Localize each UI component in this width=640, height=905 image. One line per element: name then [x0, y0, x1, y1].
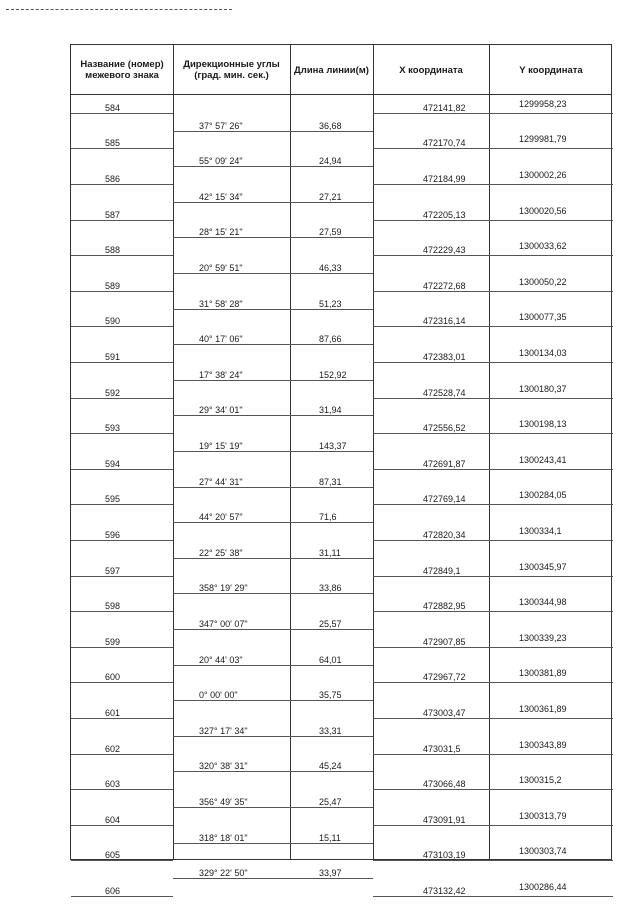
header-point-name: Название (номер) межевого знака — [80, 59, 164, 81]
row-rule — [373, 184, 613, 185]
row-rule — [173, 558, 373, 559]
point-name-cell: 596 — [105, 530, 121, 540]
y-coordinate-cell: 1299958,23 — [519, 98, 567, 109]
row-rule — [373, 896, 613, 897]
point-name-cell: 605 — [105, 850, 121, 861]
row-rule — [173, 736, 373, 737]
row-rule — [71, 647, 173, 648]
row-rule — [173, 415, 373, 416]
header-x-coordinate: X координата — [399, 64, 463, 76]
x-coordinate-cell: 473103,19 — [423, 850, 466, 861]
direction-angle-cell: 40° 17' 06" — [199, 334, 243, 345]
row-rule — [71, 398, 173, 399]
y-coordinate-cell: 1300134,03 — [519, 348, 567, 358]
row-rule — [71, 113, 173, 114]
point-name-cell: 586 — [105, 174, 121, 184]
y-coordinate-cell: 1300243,41 — [519, 454, 567, 465]
row-rule — [173, 843, 373, 844]
row-rule — [173, 771, 373, 772]
x-coordinate-cell: 472205,13 — [423, 209, 466, 220]
row-rule — [173, 487, 373, 488]
x-coordinate-cell: 472141,82 — [423, 102, 466, 113]
row-rule — [173, 700, 373, 701]
y-coordinate-cell: 1300002,26 — [519, 170, 567, 180]
line-length-cell: 15,11 — [319, 832, 341, 843]
y-coordinate-cell: 1300286,44 — [519, 882, 567, 892]
header-direction-angle: Дирекционные углы (град. мин. сек.) — [183, 59, 280, 81]
row-rule — [71, 860, 173, 861]
point-name-cell: 593 — [105, 423, 121, 434]
x-coordinate-cell: 472184,99 — [423, 174, 466, 184]
line-length-cell: 25,47 — [319, 797, 342, 807]
row-rule — [173, 522, 373, 523]
line-length-cell: 27,21 — [319, 191, 342, 202]
x-coordinate-cell: 472882,95 — [423, 601, 466, 612]
row-rule — [173, 166, 373, 167]
x-coordinate-cell: 472967,72 — [423, 672, 466, 683]
row-rule — [71, 504, 173, 505]
row-rule — [71, 896, 173, 897]
y-coordinate-cell: 1300180,37 — [519, 383, 567, 394]
x-coordinate-cell: 472170,74 — [423, 138, 466, 149]
row-rule — [373, 398, 613, 399]
direction-angle-cell: 356° 49' 35" — [199, 797, 248, 807]
y-coordinate-cell: 1300345,97 — [519, 561, 567, 572]
header-y-coordinate: Y координата — [519, 64, 583, 76]
line-length-cell: 87,66 — [319, 334, 342, 345]
x-coordinate-cell: 472229,43 — [423, 245, 466, 256]
row-rule — [71, 682, 173, 683]
y-coordinate-cell: 1300313,79 — [519, 810, 567, 821]
y-coordinate-cell: 1300339,23 — [519, 632, 567, 643]
point-name-cell: 606 — [105, 886, 121, 896]
row-rule — [373, 255, 613, 256]
point-name-cell: 602 — [105, 743, 121, 754]
point-name-cell: 600 — [105, 672, 121, 683]
x-coordinate-cell: 472272,68 — [423, 280, 466, 291]
x-coordinate-cell: 472769,14 — [423, 494, 466, 505]
line-length-cell: 152,92 — [319, 369, 347, 380]
line-length-cell: 46,33 — [319, 263, 342, 273]
direction-angle-cell: 358° 19' 29" — [199, 583, 248, 594]
row-rule — [71, 148, 173, 149]
line-length-cell: 87,31 — [319, 476, 342, 487]
direction-angle-cell: 44° 20' 57" — [199, 512, 243, 523]
point-name-cell: 599 — [105, 636, 121, 647]
direction-angle-cell: 31° 58' 28" — [199, 298, 243, 309]
x-coordinate-cell: 472820,34 — [423, 530, 466, 540]
row-rule — [373, 860, 613, 861]
point-name-cell: 588 — [105, 245, 121, 256]
row-rule — [373, 291, 613, 292]
direction-angle-cell: 42° 15' 34" — [199, 191, 243, 202]
y-coordinate-cell: 1300361,89 — [519, 704, 567, 714]
row-rule — [71, 433, 173, 434]
row-rule — [71, 825, 173, 826]
line-length-cell: 45,24 — [319, 761, 342, 772]
y-coordinate-cell: 1300284,05 — [519, 490, 567, 501]
direction-angle-cell: 22° 25' 38" — [199, 547, 243, 558]
point-name-cell: 589 — [105, 280, 121, 291]
row-rule — [71, 469, 173, 470]
y-coordinate-cell: 1300077,35 — [519, 312, 567, 323]
x-coordinate-cell: 472907,85 — [423, 636, 466, 647]
row-rule — [173, 629, 373, 630]
x-coordinate-cell: 473066,48 — [423, 779, 466, 790]
row-rule — [71, 789, 173, 790]
scan-top-rule — [6, 9, 232, 10]
y-coordinate-cell: 1300020,56 — [519, 205, 567, 216]
row-rule — [71, 220, 173, 221]
table-header — [71, 45, 611, 95]
y-coordinate-cell: 1300315,2 — [519, 775, 562, 786]
line-length-cell: 64,01 — [319, 654, 342, 665]
direction-angle-cell: 17° 38' 24" — [199, 369, 243, 380]
row-rule — [173, 380, 373, 381]
column-divider — [373, 45, 374, 859]
x-coordinate-cell: 472383,01 — [423, 352, 466, 362]
column-divider — [489, 45, 490, 859]
boundary-points-table — [70, 44, 612, 896]
x-coordinate-cell: 473132,42 — [423, 886, 466, 896]
point-name-cell: 604 — [105, 814, 121, 825]
row-rule — [71, 255, 173, 256]
direction-angle-cell: 347° 00' 07" — [199, 619, 248, 629]
row-rule — [71, 754, 173, 755]
row-rule — [373, 469, 613, 470]
point-name-cell: 601 — [105, 708, 121, 718]
row-rule — [71, 718, 173, 719]
x-coordinate-cell: 472691,87 — [423, 458, 466, 469]
point-name-cell: 584 — [105, 102, 121, 113]
line-length-cell: 25,57 — [319, 619, 342, 629]
direction-angle-cell: 55° 09' 24" — [199, 156, 243, 167]
y-coordinate-cell: 1300033,62 — [519, 241, 567, 252]
header-line-length: Длина линии(м) — [294, 64, 369, 76]
line-length-cell: 31,94 — [319, 405, 342, 416]
row-rule — [173, 309, 373, 310]
y-coordinate-cell: 1300344,98 — [519, 597, 567, 608]
row-rule — [173, 273, 373, 274]
row-rule — [373, 540, 613, 541]
x-coordinate-cell: 473003,47 — [423, 708, 466, 718]
row-rule — [373, 576, 613, 577]
line-length-cell: 33,86 — [319, 583, 342, 594]
point-name-cell: 595 — [105, 494, 121, 505]
line-length-cell: 51,23 — [319, 298, 342, 309]
x-coordinate-cell: 472528,74 — [423, 387, 466, 398]
y-coordinate-cell: 1300381,89 — [519, 668, 567, 679]
line-length-cell: 36,68 — [319, 120, 342, 131]
direction-angle-cell: 318° 18' 01" — [199, 832, 248, 843]
direction-angle-cell: 320° 38' 31" — [199, 761, 248, 772]
x-coordinate-cell: 472849,1 — [423, 565, 461, 576]
line-length-cell: 33,97 — [319, 868, 342, 879]
row-rule — [373, 433, 613, 434]
row-rule — [373, 362, 613, 363]
line-length-cell: 71,6 — [319, 512, 337, 523]
line-length-cell: 33,31 — [319, 725, 342, 736]
row-rule — [173, 131, 373, 132]
row-rule — [173, 451, 373, 452]
direction-angle-cell: 28° 15' 21" — [199, 227, 243, 238]
row-rule — [173, 593, 373, 594]
row-rule — [173, 344, 373, 345]
x-coordinate-cell: 472316,14 — [423, 316, 466, 327]
row-rule — [173, 665, 373, 666]
x-coordinate-cell: 473091,91 — [423, 814, 466, 825]
point-name-cell: 603 — [105, 779, 121, 790]
row-rule — [373, 113, 613, 114]
row-rule — [373, 825, 613, 826]
row-rule — [173, 878, 373, 879]
row-rule — [71, 291, 173, 292]
row-rule — [373, 789, 613, 790]
line-length-cell: 24,94 — [319, 156, 342, 167]
line-length-cell: 35,75 — [319, 690, 342, 701]
y-coordinate-cell: 1299981,79 — [519, 134, 567, 145]
x-coordinate-cell: 473031,5 — [423, 743, 461, 754]
point-name-cell: 598 — [105, 601, 121, 612]
row-rule — [373, 647, 613, 648]
row-rule — [173, 237, 373, 238]
point-name-cell: 594 — [105, 458, 121, 469]
direction-angle-cell: 19° 15' 19" — [199, 441, 243, 451]
direction-angle-cell: 29° 34' 01" — [199, 405, 243, 416]
row-rule — [71, 576, 173, 577]
line-length-cell: 31,11 — [319, 547, 341, 558]
line-length-cell: 143,37 — [319, 441, 347, 451]
point-name-cell: 592 — [105, 387, 121, 398]
y-coordinate-cell: 1300050,22 — [519, 276, 567, 287]
y-coordinate-cell: 1300334,1 — [519, 526, 562, 536]
line-length-cell: 27,59 — [319, 227, 342, 238]
x-coordinate-cell: 472556,52 — [423, 423, 466, 434]
row-rule — [373, 754, 613, 755]
point-name-cell: 591 — [105, 352, 121, 362]
row-rule — [373, 148, 613, 149]
y-coordinate-cell: 1300343,89 — [519, 739, 567, 750]
row-rule — [373, 220, 613, 221]
point-name-cell: 585 — [105, 138, 121, 149]
direction-angle-cell: 327° 17' 34" — [199, 725, 248, 736]
row-rule — [71, 184, 173, 185]
row-rule — [71, 326, 173, 327]
row-rule — [71, 611, 173, 612]
y-coordinate-cell: 1300303,74 — [519, 846, 567, 857]
point-name-cell: 597 — [105, 565, 121, 576]
direction-angle-cell: 27° 44' 31" — [199, 476, 243, 487]
point-name-cell: 587 — [105, 209, 121, 220]
row-rule — [373, 682, 613, 683]
point-name-cell: 590 — [105, 316, 121, 327]
row-rule — [373, 326, 613, 327]
row-rule — [71, 362, 173, 363]
direction-angle-cell: 0° 00' 00" — [199, 690, 238, 701]
direction-angle-cell: 329° 22' 50" — [199, 868, 248, 879]
direction-angle-cell: 20° 44' 03" — [199, 654, 243, 665]
direction-angle-cell: 37° 57' 26" — [199, 120, 243, 131]
row-rule — [173, 807, 373, 808]
row-rule — [373, 504, 613, 505]
row-rule — [373, 718, 613, 719]
row-rule — [373, 611, 613, 612]
row-rule — [173, 202, 373, 203]
row-rule — [71, 540, 173, 541]
direction-angle-cell: 20° 59' 51" — [199, 263, 243, 273]
y-coordinate-cell: 1300198,13 — [519, 419, 567, 430]
